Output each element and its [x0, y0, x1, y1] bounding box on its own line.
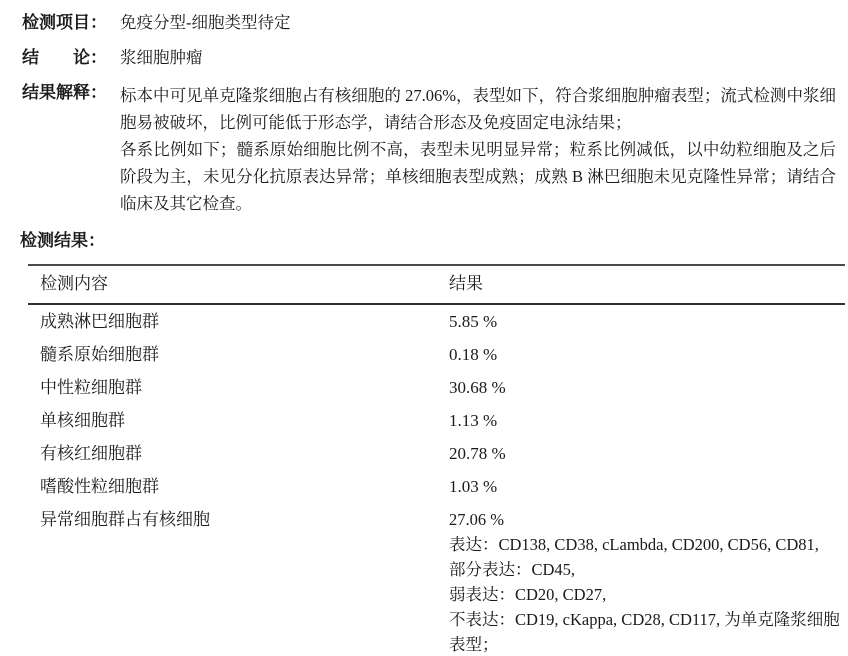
test-item-label: 检测项目： — [22, 13, 107, 32]
table-row — [28, 338, 845, 371]
results-table — [28, 264, 845, 656]
row-result: 27.06 % — [449, 510, 504, 529]
row-name: 单核细胞群 — [40, 411, 125, 430]
row-result: 1.13 % — [449, 411, 498, 430]
table-header-row — [28, 265, 845, 304]
detail-weakly-expressed: 弱表达：CD20, CD27, — [449, 585, 607, 604]
detail-partially-expressed: 部分表达：CD45, — [449, 560, 576, 579]
test-item-value: 免疫分型-细胞类型待定 — [120, 13, 291, 32]
interpretation-text — [120, 82, 836, 217]
row-result: 30.68 % — [449, 378, 506, 397]
row-name: 成熟淋巴细胞群 — [40, 312, 159, 331]
marker-expression-details — [449, 530, 845, 656]
detail-expressed: 表达：CD138, CD38, cLambda, CD200, CD56, CD81, — [449, 535, 819, 554]
test-item-row — [22, 12, 838, 34]
row-result-group — [437, 503, 845, 656]
table-row — [28, 404, 845, 437]
table-row — [28, 470, 845, 503]
interpretation-row — [22, 82, 838, 217]
conclusion-label: 结 论： — [22, 48, 107, 67]
row-name: 异常细胞群占有核细胞 — [40, 510, 210, 529]
row-name: 中性粒细胞群 — [40, 378, 142, 397]
row-name: 髓系原始细胞群 — [40, 345, 159, 364]
row-result: 0.18 % — [449, 345, 498, 364]
table-row — [28, 437, 845, 470]
row-result: 1.03 % — [449, 477, 498, 496]
conclusion-row — [22, 47, 838, 69]
results-heading: 检测结果： — [20, 231, 105, 250]
table-row — [28, 371, 845, 404]
interpretation-paragraph-2: 各系比例如下；髓系原始细胞比例不高，表型未见明显异常；粒系比例减低，以中幼粒细胞及之后阶段为主，未见分化抗原表达异常；单核细胞表型成熟；成熟 B 淋巴细胞未见克隆性异常；请结合临床及其它检查。 — [120, 140, 836, 213]
interpretation-label: 结果解释： — [22, 83, 107, 102]
table-row-abnormal-cells — [28, 503, 845, 656]
column-header-result: 结果 — [437, 265, 845, 304]
row-name: 有核红细胞群 — [40, 444, 142, 463]
column-header-content: 检测内容 — [28, 265, 437, 304]
conclusion-value: 浆细胞肿瘤 — [120, 48, 203, 67]
detail-not-expressed: 不表达：CD19, cKappa, CD28, CD117, 为单克隆浆细胞表型； — [449, 610, 840, 654]
interpretation-paragraph-1: 标本中可见单克隆浆细胞占有核细胞的 27.06%，表型如下，符合浆细胞肿瘤表型；流式检测中浆细胞易被破坏，比例可能低于形态学，请结合形态及免疫固定电泳结果； — [120, 86, 836, 132]
table-row — [28, 304, 845, 338]
row-result: 20.78 % — [449, 444, 506, 463]
row-result: 5.85 % — [449, 312, 498, 331]
row-name: 嗜酸性粒细胞群 — [40, 477, 159, 496]
